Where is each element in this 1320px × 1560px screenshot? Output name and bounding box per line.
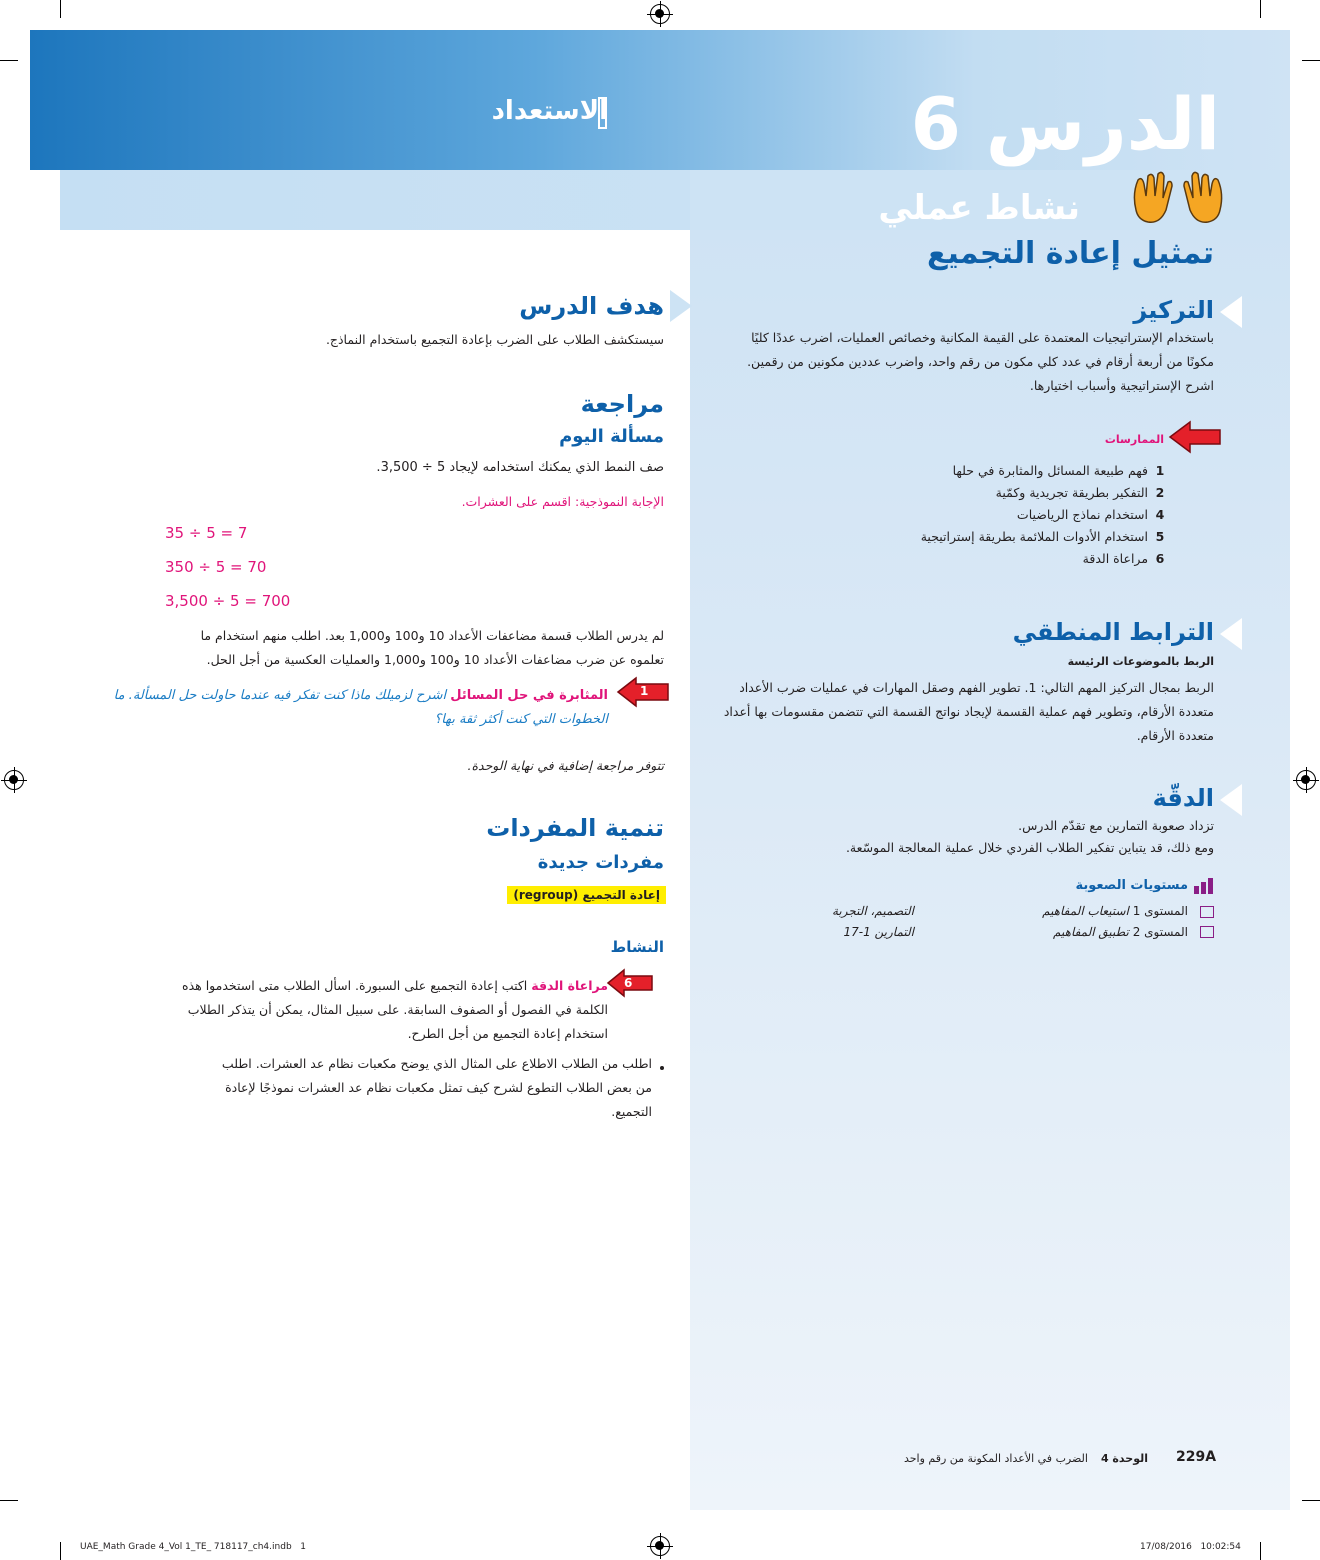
level-2-where: التمارين 1-17 bbox=[843, 925, 914, 939]
focus-heading: التركيز bbox=[1133, 296, 1214, 324]
crop-mark bbox=[0, 60, 18, 61]
objective-text: سيستكشف الطلاب على الضرب بإعادة التجميع باستخدام النماذج. bbox=[325, 332, 664, 347]
level-1-where: التصميم، التجربة bbox=[831, 904, 914, 918]
review-paragraph: لم يدرس الطلاب قسمة مضاعفات الأعداد 10 و100 و1,000 بعد. اطلب منهم استخدام ما تعلموه عن ضرب مضاعفات الأعداد 10 و100 و1,000 والعمليات العكسية من أجل الحل. bbox=[200, 628, 664, 667]
registration-mark-icon bbox=[650, 4, 670, 24]
section-marker-icon bbox=[1220, 618, 1242, 650]
mp-6-label: مراعاة الدقة bbox=[531, 978, 608, 993]
registration-mark-icon bbox=[4, 770, 24, 790]
extra-review: تتوفر مراجعة إضافية في نهاية الوحدة. bbox=[467, 758, 664, 773]
equation-1: 35 ÷ 5 = 7 bbox=[165, 524, 248, 542]
file-name: UAE_Math Grade 4_Vol 1_TE_ 718117_ch4.indb 1 bbox=[80, 1542, 306, 1552]
section-marker-icon bbox=[1220, 296, 1242, 328]
practices-label: الممارسات bbox=[1104, 433, 1164, 446]
footer-unit: الوحدة 4 الضرب في الأعداد المكونة من رقم واحد bbox=[903, 1452, 1148, 1465]
objective-heading: هدف الدرس bbox=[519, 292, 664, 320]
mp-1-label: المثابرة في حل المسائل bbox=[450, 688, 608, 703]
list-item: 6 مراعاة الدقة bbox=[1082, 551, 1165, 566]
sample-answer: الإجابة النموذجية: اقسم على العشرات. bbox=[461, 494, 664, 509]
new-vocab-heading: مفردات جديدة bbox=[537, 852, 664, 873]
level-2-icon bbox=[1200, 926, 1214, 938]
list-item: 4 استخدام نماذج الرياضيات bbox=[1016, 507, 1165, 522]
problem-heading: مسألة اليوم bbox=[559, 426, 664, 447]
coherence-sub: الربط بالموضوعات الرئيسة bbox=[1067, 655, 1214, 668]
rigor-heading: الدقّة bbox=[1152, 784, 1214, 812]
bullet-dot bbox=[660, 1066, 664, 1070]
levels-heading: مستويات الصعوبة bbox=[1075, 878, 1188, 893]
practices-list bbox=[868, 460, 1168, 570]
mp-1-number: 1 bbox=[640, 684, 649, 698]
crop-mark bbox=[1260, 0, 1261, 18]
vocab-bullet-1-text: اكتب إعادة التجميع على السبورة. اسأل الطلاب متى استخدموا هذه الكلمة في الفصول أو الصفوف السابقة. على سبيل المثال، يمكن أن يتذكر الطلاب استخدام إعادة التجميع من أجل الطرح. bbox=[182, 978, 608, 1041]
section-marker-icon bbox=[670, 290, 692, 322]
mp-1-text: اشرح لزميلك ماذا كنت تفكر فيه عندما حاولت حل المسألة. ما الخطوات التي كنت أكثر ثقة بها؟ bbox=[113, 688, 608, 727]
coherence-text: الربط بمجال التركيز المهم التالي: 1. تطوير الفهم وصقل المهارات في عمليات ضرب الأعداد متعددة الأرقام، وتطوير فهم عملية القسمة لإيجاد نواتج القسمة التي تتضمن مقسومات بها أعداد متعددة الأرقام. bbox=[723, 680, 1214, 743]
vocab-term: إعادة التجميع (regroup) bbox=[507, 884, 666, 904]
practices-arrow-icon bbox=[1168, 420, 1222, 454]
list-item: 5 استخدام الأدوات الملائمة بطريقة إستراتيجية bbox=[920, 529, 1165, 544]
hands-icon bbox=[1126, 170, 1230, 228]
vocab-bullet-1 bbox=[168, 974, 608, 1046]
coherence-heading: الترابط المنطقي bbox=[1012, 618, 1214, 646]
focus-text: باستخدام الإستراتيجيات المعتمدة على القيمة المكانية وخصائص العمليات، اضرب عددًا كليًا مكونًا من أربعة أرقام في عدد كلي مكون من رقم واحد، واضرب عددين مكونين من رقمين. اشرح الإستراتيجية وأسباب اختيارها. bbox=[747, 330, 1214, 393]
vocab-bullet-2: اطلب من الطلاب الاطلاع على المثال الذي يوضح مكعبات نظام عد العشرات. اطلب من بعض الطلاب التطوع لشرح كيف تمثل مكعبات نظام عد العشرات نموذجًا لإعادة التجميع. bbox=[221, 1056, 652, 1119]
crop-mark bbox=[1302, 60, 1320, 61]
mp-6-number: 6 bbox=[624, 976, 633, 990]
prep-title: الاستعداد bbox=[491, 96, 608, 126]
level-2-label: المستوى 2 تطبيق المفاهيم bbox=[1053, 925, 1188, 939]
mp-1-block bbox=[103, 684, 608, 732]
equation-2: 350 ÷ 5 = 70 bbox=[165, 558, 267, 576]
registration-mark-icon bbox=[1296, 770, 1316, 790]
crop-mark bbox=[1302, 1500, 1320, 1501]
review-heading: مراجعة bbox=[580, 390, 664, 418]
lesson-title: الدرس 6 bbox=[910, 82, 1220, 166]
hands-on-title: نشاط عملي bbox=[878, 188, 1080, 228]
activity-heading: النشاط bbox=[610, 938, 664, 956]
rigor-line-1: تزداد صعوبة التمارين مع تقدّم الدرس. bbox=[1018, 818, 1214, 833]
vocab-heading: تنمية المفردات bbox=[486, 814, 664, 842]
level-1-label: المستوى 1 استيعاب المفاهيم bbox=[1042, 904, 1188, 918]
registration-mark-icon bbox=[650, 1536, 670, 1556]
crop-mark bbox=[60, 1542, 61, 1560]
print-date: 17/08/2016 10:02:54 bbox=[1140, 1542, 1241, 1552]
problem-text: صف النمط الذي يمكنك استخدامه لإيجاد 5 ÷ 3,500. bbox=[376, 460, 664, 475]
section-marker-icon bbox=[1220, 784, 1242, 816]
list-item: 2 التفكير بطريقة تجريدية وكمّية bbox=[995, 485, 1165, 500]
crop-mark bbox=[60, 0, 61, 18]
list-item: 1 فهم طبيعة المسائل والمثابرة في حلها bbox=[952, 463, 1165, 478]
level-1-icon bbox=[1200, 906, 1214, 918]
bar-chart-icon bbox=[1192, 878, 1216, 894]
lesson-subtitle: تمثيل إعادة التجميع bbox=[927, 236, 1214, 271]
crop-mark bbox=[0, 1500, 18, 1501]
page-number: 229A bbox=[1176, 1449, 1217, 1465]
equation-3: 3,500 ÷ 5 = 700 bbox=[165, 592, 291, 610]
crop-mark bbox=[1260, 1542, 1261, 1560]
rigor-line-2: ومع ذلك، قد يتباين تفكير الطلاب الفردي خلال عملية المعالجة الموسّعة. bbox=[845, 840, 1214, 855]
